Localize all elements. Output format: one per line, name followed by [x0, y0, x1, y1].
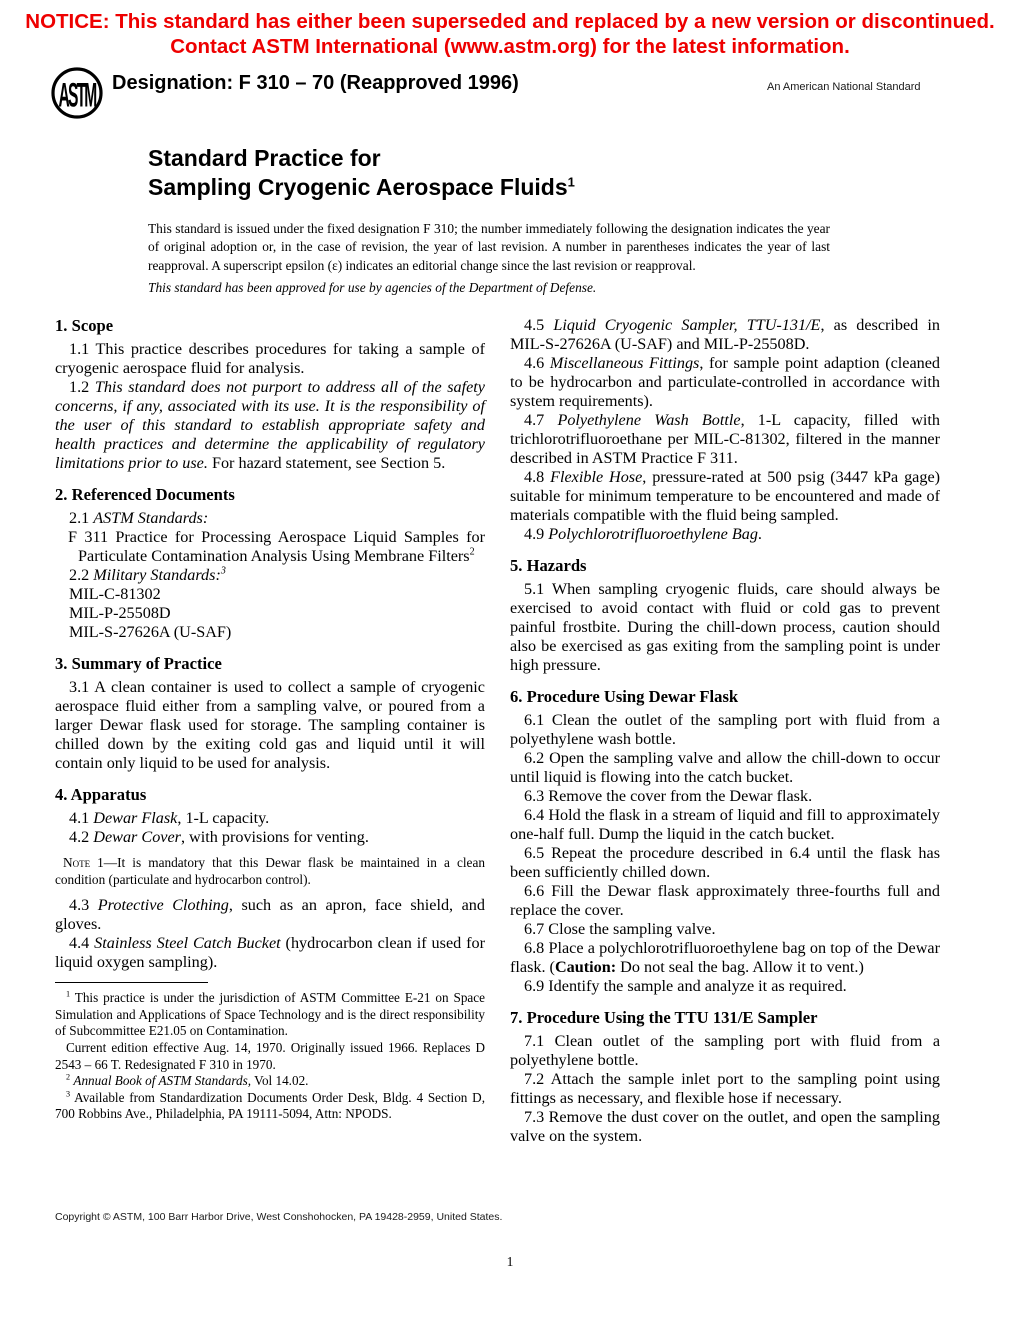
section-3-heading: 3. Summary of Practice [55, 654, 222, 673]
section-6-heading: 6. Procedure Using Dewar Flask [510, 687, 739, 706]
body-columns [55, 316, 940, 1146]
section-2-heading: 2. Referenced Documents [55, 485, 235, 504]
reference-mil-p: MIL-P-25508D [69, 604, 171, 622]
page-number: 1 [506, 1254, 514, 1269]
paragraph-6-7: 6.7 Close the sampling valve. [524, 920, 716, 938]
paragraph-7-3: 7.3 Remove the dust cover on the outlet, and open the sampling valve on the system. [510, 1108, 940, 1145]
item-4-3: 4.3 Protective Clothing, such as an apron, face shield, and gloves. [55, 896, 485, 934]
document-title [148, 144, 575, 202]
title-footnote-ref: 1 [567, 174, 575, 190]
footnote-2: $^2$ Annual Book of ASTM Standards, Vol 14.02. [66, 1072, 309, 1089]
paragraph-6-8: 6.8 Place a polychlorotrifluoroethylene bag on top of the Dewar flask. (Caution: Do not seal the bag. Allow it to vent.) [510, 939, 940, 976]
paragraph-6-5: 6.5 Repeat the procedure described in 6.4 until the flask has been sufficiently chilled down. [510, 844, 940, 881]
astm-logo [50, 64, 106, 129]
section-4-heading: 4. Apparatus [55, 785, 147, 804]
notice-line-1: NOTICE: This standard has either been superseded and replaced by a new version or discontinued. [25, 10, 995, 33]
section-7-heading: 7. Procedure Using the TTU 131/E Sampler [510, 1008, 818, 1027]
paragraph-7-1: 7.1 Clean outlet of the sampling port with fluid from a polyethylene bottle. [510, 1032, 940, 1069]
designation: Designation: F 310 – 70 (Reapproved 1996) [112, 72, 519, 94]
copyright-line: Copyright © ASTM, 100 Barr Harbor Drive, West Conshohocken, PA 19428-2959, United States. [55, 1211, 503, 1223]
left-column [55, 316, 485, 1146]
astm-logo-icon [50, 64, 106, 124]
item-4-1: 4.1 Dewar Flask, 1-L capacity. [69, 809, 270, 827]
item-4-4: 4.4 Stainless Steel Catch Bucket (hydrocarbon clean if used for liquid oxygen sampling). [55, 934, 486, 972]
national-standard-note: An American National Standard [767, 81, 921, 93]
paragraph-6-3: 6.3 Remove the cover from the Dewar flask. [524, 787, 813, 805]
reference-f311: F 311 Practice for Processing Aerospace Liquid Samples for Particulate Contamination Analysis Using Membrane Filters$^2$ [68, 528, 485, 565]
footnotes [55, 982, 485, 1123]
item-4-9: 4.9 Polychlorotrifluoroethylene Bag. [524, 525, 762, 543]
paragraph-5-1: 5.1 When sampling cryogenic fluids, care should always be exercised to avoid contact with fluid or cold gas to prevent painful frostbite. During the chill-down process, caution should also be exercised as gas exiting from the sampling point is under high pressure. [510, 580, 940, 674]
reference-mil-c: MIL-C-81302 [69, 585, 161, 603]
paragraph-1-2: 1.2 This standard does not purport to address all of the safety concerns, if any, associated with its use. It is the responsibility of the user of this standard to establish appropriate safety and health practices and determine the applicability of regulatory limitations prior to use. For hazard statement, see Section 5. [55, 378, 485, 472]
paragraph-2-2: 2.2 Military Standards:$^3$ [69, 565, 226, 584]
right-column [510, 316, 940, 1146]
paragraph-6-2: 6.2 Open the sampling valve and allow the chill-down to occur until liquid is flowing into the catch bucket. [510, 749, 940, 786]
footnote-3: $^3$ Available from Standardization Documents Order Desk, Bldg. 4 Section D, 700 Robbins Ave., Philadelphia, PA 19111-5094, Attn: NPODS. [55, 1089, 485, 1122]
item-4-6: 4.6 Miscellaneous Fittings, for sample point adaption (cleaned to be hydrocarbon and particulate-controlled in accordance with system requirements). [510, 354, 941, 410]
section-1-heading: 1. Scope [55, 316, 114, 335]
item-4-8: 4.8 Flexible Hose, pressure-rated at 500 psig (3447 kPa gage) suitable for minimum temperature to be encountered and made of materials compatible with the fluid being sampled. [510, 468, 941, 524]
footnote-divider [55, 982, 208, 983]
item-4-7: 4.7 Polyethylene Wash Bottle, 1-L capacity, filled with trichlorotrifluoroethane per MIL-C-81302, filtered in the manner described in ASTM Practice F 311. [510, 411, 941, 467]
paragraph-6-4: 6.4 Hold the flask in a stream of liquid and fill to approximately one-half full. Dump the liquid in the catch bucket. [510, 806, 940, 843]
paragraph-2-1: 2.1 ASTM Standards: [69, 509, 209, 527]
dod-approval-note: This standard has been approved for use by agencies of the Department of Defense. [148, 280, 597, 295]
item-4-2: 4.2 Dewar Cover, with provisions for venting. [69, 828, 369, 846]
supersession-notice [0, 9, 1020, 59]
paragraph-1-1: 1.1 This practice describes procedures for taking a sample of cryogenic aerospace fluid for analysis. [55, 340, 485, 377]
note-1: Note 1—It is mandatory that this Dewar flask be maintained in a clean condition (particulate and hydrocarbon control). [55, 855, 485, 887]
paragraph-7-2: 7.2 Attach the sample inlet port to the sampling point using fittings as necessary, and flexible hose if necessary. [510, 1070, 940, 1107]
title-line-1: Standard Practice for [148, 145, 381, 171]
svg-text:ASTM: ASTM [58, 75, 96, 115]
section-5-heading: 5. Hazards [510, 556, 587, 575]
paragraph-6-6: 6.6 Fill the Dewar flask approximately three-fourths full and replace the cover. [510, 882, 940, 919]
issue-note: This standard is issued under the fixed designation F 310; the number immediately following the designation indicates the year of original adoption or, in the case of revision, the year of last revision. A number in parentheses indicates the year of last reapproval. A superscript epsilon (ε) indicates an editorial change since the last revision or reapproval. [148, 221, 830, 273]
notice-line-2: Contact ASTM International (www.astm.org) for the latest information. [170, 35, 850, 58]
paragraph-6-1: 6.1 Clean the outlet of the sampling port with fluid from a polyethylene wash bottle. [510, 711, 940, 748]
title-line-2: Sampling Cryogenic Aerospace Fluids$^1$ [148, 174, 575, 200]
paragraph-3-1: 3.1 A clean container is used to collect a sample of cryogenic aerospace fluid either from a sampling valve, or poured from a larger Dewar flask used for storage. The sampling container is chilled down by the exiting cold gas and liquid until it will contain only liquid to be used for analysis. [55, 678, 485, 772]
item-4-5: 4.5 Liquid Cryogenic Sampler, TTU-131/E, as described in MIL-S-27626A (U-SAF) and MIL-P-25508D. [510, 316, 941, 353]
reference-mil-s: MIL-S-27626A (U-SAF) [69, 623, 232, 641]
paragraph-6-9: 6.9 Identify the sample and analyze it as required. [524, 977, 847, 995]
footnote-1-edition: Current edition effective Aug. 14, 1970. Originally issued 1966. Replaces D 2543 – 66 T. Redesignated F 310 in 1970. [55, 1039, 485, 1072]
footnote-1: $^1$ This practice is under the jurisdiction of ASTM Committee E-21 on Space Simulation and Applications of Space Technology and is the direct responsibility of Subcommittee E21.05 on Contamination. [55, 989, 485, 1039]
